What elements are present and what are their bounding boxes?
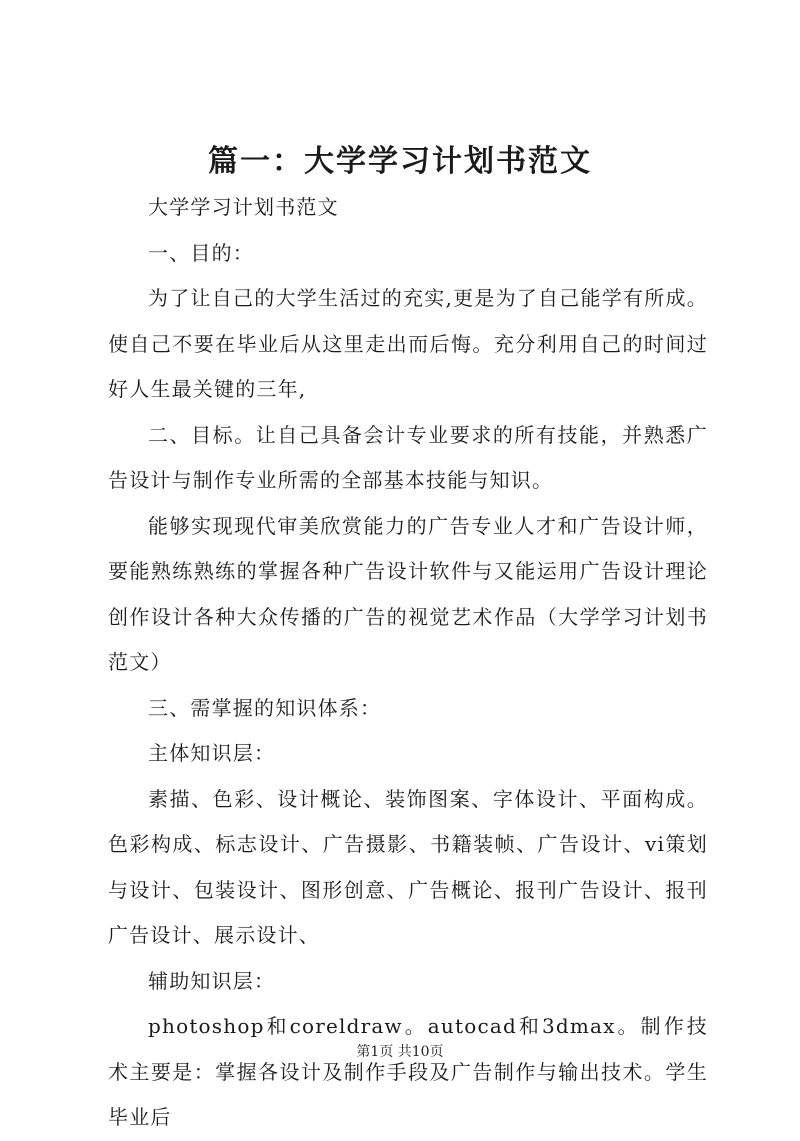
- paragraph-subtitle: 大学学习计划书范文: [148, 195, 339, 219]
- paragraph-aux-knowledge: photoshop和coreldraw。autocad和3dmax。制作技术主要是：掌握各设计及制作手段及广告制作与输出技术。学生毕业后: [108, 1014, 708, 1129]
- paragraph-knowledge-heading: 三、需掌握的知识体系：: [148, 695, 382, 720]
- paragraph-purpose-heading: 一、目的：: [148, 240, 254, 265]
- paragraph-aux-knowledge-heading: 辅助知识层：: [148, 968, 276, 993]
- paragraph-purpose: 为了让自己的大学生活过的充实,更是为了自己能学有所成。使自己不要在毕业后从这里走出而后悔。充分利用自己的时间过好人生最关键的三年,: [108, 286, 708, 401]
- paragraph-main-knowledge: 素描、色彩、设计概论、装饰图案、字体设计、平面构成。色彩构成、标志设计、广告摄影、书籍装帧、广告设计、vi策划与设计、包装设计、图形创意、广告概论、报刊广告设计、报刊广告设计、展示设计、: [108, 786, 708, 947]
- document-body: [108, 185, 708, 1141]
- paragraph-main-knowledge-heading: 主体知识层：: [148, 741, 276, 765]
- document-title: 篇一：大学学习计划书范文: [208, 144, 592, 179]
- paragraph-goal: 二、目标。让自己具备会计专业要求的所有技能，并熟悉广告设计与制作专业所需的全部基本技能与知识。: [108, 422, 708, 492]
- paragraph-ability: 能够实现现代审美欣赏能力的广告专业人才和广告设计师，要能熟练熟练的掌握各种广告设计软件与又能运用广告设计理论创作设计各种大众传播的广告的视觉艺术作品（大学学习计划书范文）: [108, 513, 708, 674]
- page-number-footer: 第1页 共10页: [356, 1044, 444, 1060]
